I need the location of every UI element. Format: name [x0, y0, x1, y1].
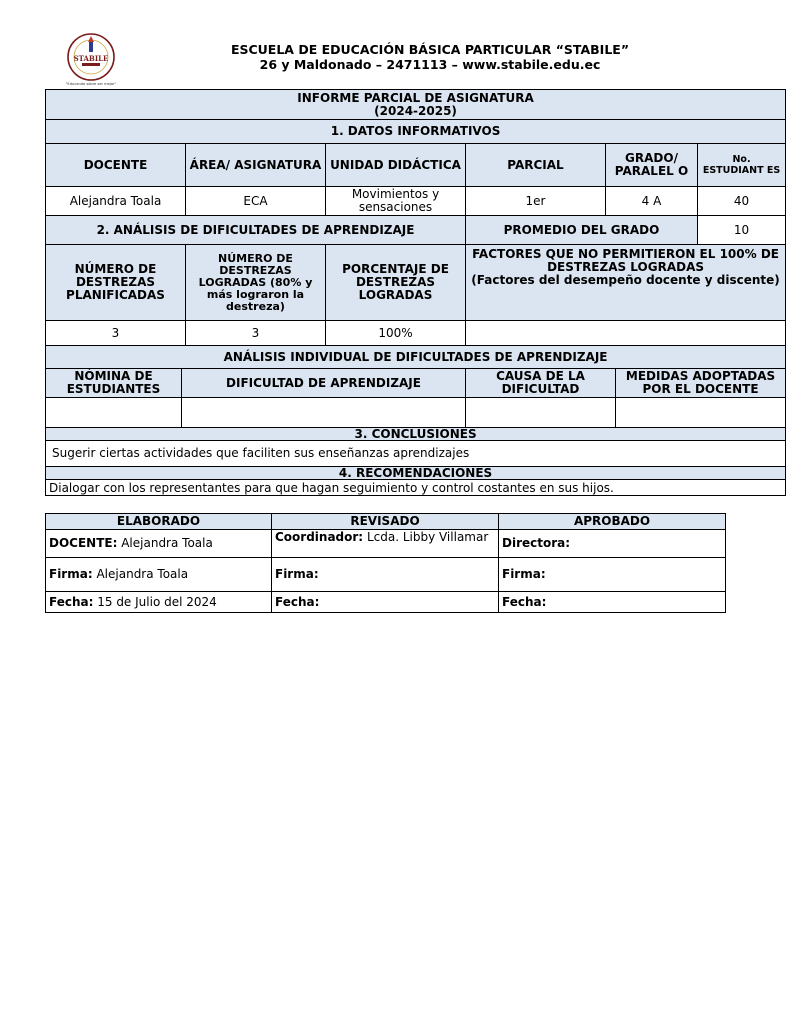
report-table	[45, 89, 786, 496]
parcial-value: 1er	[466, 187, 606, 216]
report-title-line2: (2024-2025)	[374, 103, 457, 118]
col-revisado: REVISADO	[272, 514, 499, 530]
firma-label: Firma:	[49, 567, 93, 581]
firma-label: Firma:	[275, 567, 319, 581]
planificadas-value: 3	[46, 321, 186, 346]
col-estudiantes: No. ESTUDIANT ES	[698, 144, 786, 187]
fecha-label: Fecha:	[502, 594, 547, 609]
fecha-aprobado-cell	[499, 592, 726, 613]
coordinador-label: Coordinador:	[275, 530, 364, 544]
col-docente: DOCENTE	[46, 144, 186, 187]
report-title	[46, 90, 786, 120]
directora-label: Directora:	[502, 536, 571, 550]
col-destrezas-logradas: NÚMERO DE DESTREZAS LOGRADAS (80% y más lograron la destreza)	[186, 245, 326, 321]
signatures-table	[45, 513, 726, 613]
section-analisis-individual: ANÁLISIS INDIVIDUAL DE DIFICULTADES DE APRENDIZAJE	[46, 346, 786, 369]
promedio-value: 10	[698, 216, 786, 245]
col-causa: CAUSA DE LA DIFICULTAD	[466, 369, 616, 398]
logradas-value: 3	[186, 321, 326, 346]
firma-elaborado-cell	[46, 558, 272, 592]
section-analisis-dificultades: 2. ANÁLISIS DE DIFICULTADES DE APRENDIZAJE	[46, 216, 466, 245]
col-factores	[466, 245, 786, 321]
causa-cell	[466, 398, 616, 428]
grado-value: 4 A	[606, 187, 698, 216]
fecha-revisado-cell	[272, 592, 499, 613]
docente-label: DOCENTE:	[49, 536, 118, 550]
school-logo	[60, 30, 122, 88]
nomina-cell	[46, 398, 182, 428]
col-factores-subtitle: (Factores del desempeño docente y discente)	[471, 273, 780, 287]
estudiantes-value: 40	[698, 187, 786, 216]
col-nomina: NÓMINA DE ESTUDIANTES	[46, 369, 182, 398]
recomendaciones-text: Dialogar con los representantes para que hagan seguimiento y control costantes en sus hijos.	[46, 480, 786, 496]
section-recomendaciones: 4. RECOMENDACIONES	[46, 467, 786, 480]
col-grado: GRADO/ PARALEL O	[606, 144, 698, 187]
fecha-label: Fecha:	[49, 594, 94, 609]
col-destrezas-planificadas: NÚMERO DE DESTREZAS PLANIFICADAS	[46, 245, 186, 321]
firma-label: Firma:	[502, 567, 546, 581]
col-porcentaje-destrezas: PORCENTAJE DE DESTREZAS LOGRADAS	[326, 245, 466, 321]
docente-signature-cell	[46, 530, 272, 558]
col-unidad: UNIDAD DIDÁCTICA	[326, 144, 466, 187]
col-parcial: PARCIAL	[466, 144, 606, 187]
col-elaborado: ELABORADO	[46, 514, 272, 530]
dificultad-cell	[182, 398, 466, 428]
report-title-line1: INFORME PARCIAL DE ASIGNATURA	[297, 90, 534, 105]
docente-value: Alejandra Toala	[46, 187, 186, 216]
conclusiones-text: Sugerir ciertas actividades que faciliten sus enseñanzas aprendizajes	[46, 441, 786, 467]
porcentaje-value: 100%	[326, 321, 466, 346]
col-aprobado: APROBADO	[499, 514, 726, 530]
logo-motto: "Educando sobre ser mejor"	[65, 82, 117, 86]
col-dificultad: DIFICULTAD DE APRENDIZAJE	[182, 369, 466, 398]
coordinador-cell	[272, 530, 499, 558]
area-value: ECA	[186, 187, 326, 216]
school-name: ESCUELA DE EDUCACIÓN BÁSICA PARTICULAR “STABILE”	[230, 42, 630, 57]
section-conclusiones: 3. CONCLUSIONES	[46, 428, 786, 441]
firma-aprobado-cell	[499, 558, 726, 592]
coordinador-name: Lcda. Libby Villamar	[366, 530, 489, 544]
docente-name: Alejandra Toala	[121, 536, 213, 550]
section-datos-informativos: 1. DATOS INFORMATIVOS	[46, 120, 786, 144]
medidas-cell	[616, 398, 786, 428]
unidad-value: Movimientos y sensaciones	[326, 187, 466, 216]
directora-cell	[499, 530, 726, 558]
col-factores-title: FACTORES QUE NO PERMITIERON EL 100% DE DESTREZAS LOGRADAS	[472, 247, 779, 274]
logo-name: STABILE	[73, 54, 109, 63]
fecha-elaborado-cell	[46, 592, 272, 613]
col-area: ÁREA/ ASIGNATURA	[186, 144, 326, 187]
school-address: 26 y Maldonado – 2471113 – www.stabile.edu.ec	[259, 57, 601, 72]
firma-elaborado-value: Alejandra Toala	[96, 567, 189, 581]
promedio-label: PROMEDIO DEL GRADO	[466, 216, 698, 245]
firma-revisado-cell	[272, 558, 499, 592]
col-medidas: MEDIDAS ADOPTADAS POR EL DOCENTE	[616, 369, 786, 398]
fecha-elaborado-value: 15 de Julio del 2024	[97, 594, 217, 609]
fecha-label: Fecha:	[275, 594, 320, 609]
factores-value	[466, 321, 786, 346]
